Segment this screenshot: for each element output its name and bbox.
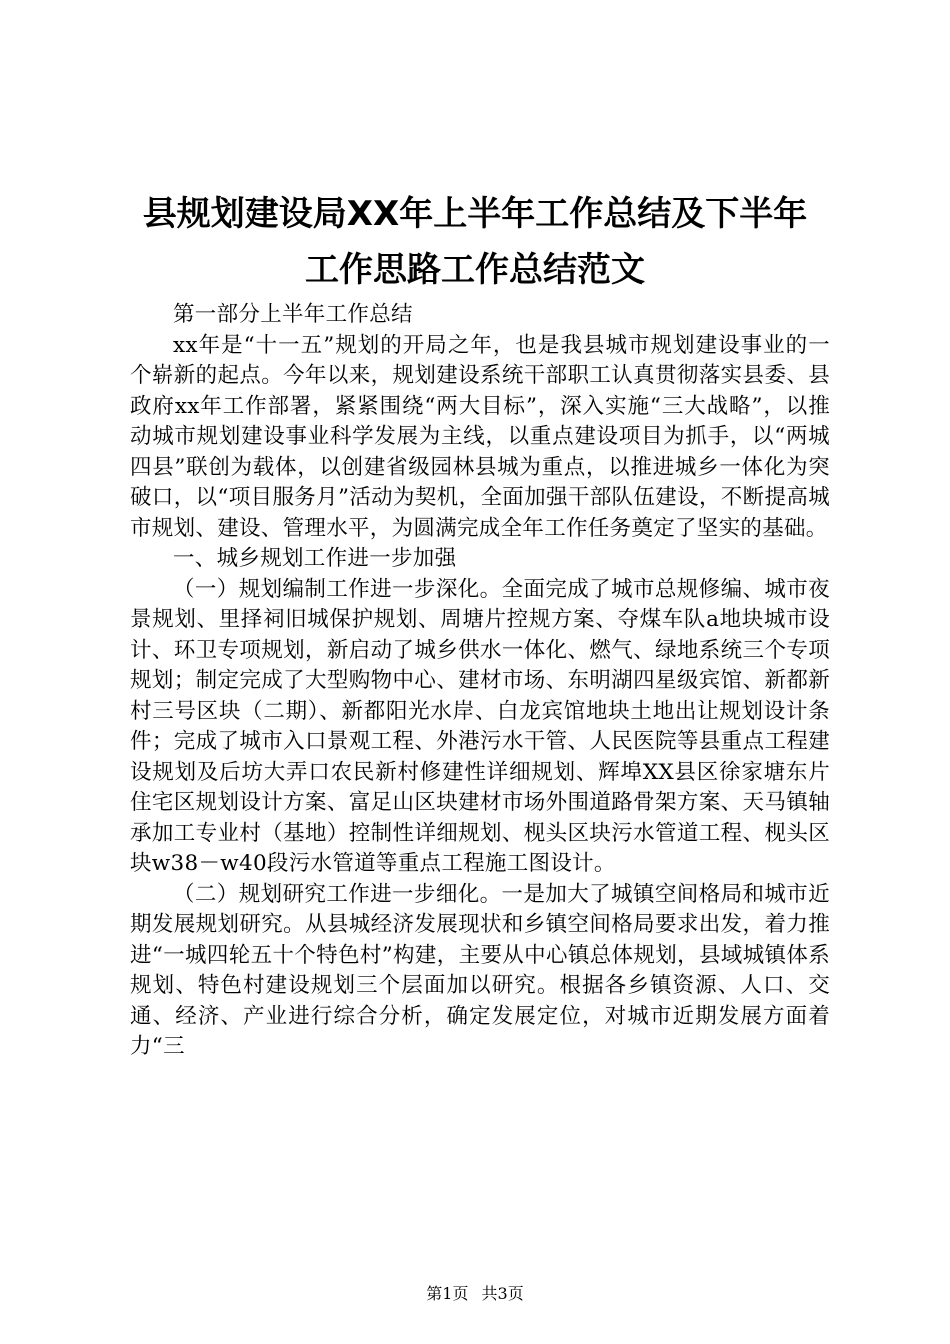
page-total: 共3页 bbox=[481, 1284, 524, 1303]
section-heading-part-one: 第一部分上半年工作总结 bbox=[173, 302, 413, 327]
document-title bbox=[110, 186, 840, 298]
document-body bbox=[130, 300, 830, 1063]
title-line-1: 县规划建设局XX年上半年工作总结及下半年 bbox=[142, 194, 808, 234]
section-heading-planning: 一、城乡规划工作进一步加强 bbox=[173, 546, 457, 571]
page-number: 第1页 bbox=[426, 1284, 469, 1303]
paragraph-planning-research: （二）规划研究工作进一步细化。一是加大了城镇空间格局和城市近期发展规划研究。从县城经济发展现状和乡镇空间格局要求出发，着力推进“一城四轮五十个特色村”构建，主要从中心镇总体规划，县域城镇体系规划、特色村建设规划三个层面加以研究。根据各乡镇资源、人口、交通、经济、产业进行综合分析，确定发展定位，对城市近期发展方面着力“三 bbox=[130, 881, 830, 1059]
title-line-2: 工作思路工作总结范文 bbox=[305, 250, 645, 290]
paragraph-planning-compilation: （一）规划编制工作进一步深化。全面完成了城市总规修编、城市夜景规划、里择祠旧城保护规划、周塘片控规方案、夺煤车队a地块城市设计、环卫专项规划，新启动了城乡供水一体化、燃气、绿地系统三个专项规划；制定完成了大型购物中心、建材市场、东明湖四星级宾馆、新都新村三号区块（二期）、新都阳光水岸、白龙宾馆地块土地出让规划设计条件；完成了城市入口景观工程、外港污水干管、人民医院等县重点工程建设规划及后坊大弄口农民新村修建性详细规划、辉埠XX县区徐家塘东片住宅区规划设计方案、富足山区块建材市场外围道路骨架方案、天马镇轴承加工专业村（基地）控制性详细规划、枧头区块污水管道工程、枧头区块w38－w40段污水管道等重点工程施工图设计。 bbox=[130, 576, 830, 876]
paragraph-intro: xx年是“十一五”规划的开局之年，也是我县城市规划建设事业的一个崭新的起点。今年以来，规划建设系统干部职工认真贯彻落实县委、县政府xx年工作部署，紧紧围绕“两大目标”，深入实施“三大战略”，以推动城市规划建设事业科学发展为主线，以重点建设项目为抓手，以“两城四县”联创为载体，以创建省级园林县城为重点，以推进城乡一体化为突破口，以“项目服务月”活动为契机，全面加强干部队伍建设，不断提高城市规划、建设、管理水平，为圆满完成全年工作任务奠定了坚实的基础。 bbox=[130, 332, 830, 541]
page-footer bbox=[0, 1284, 950, 1304]
